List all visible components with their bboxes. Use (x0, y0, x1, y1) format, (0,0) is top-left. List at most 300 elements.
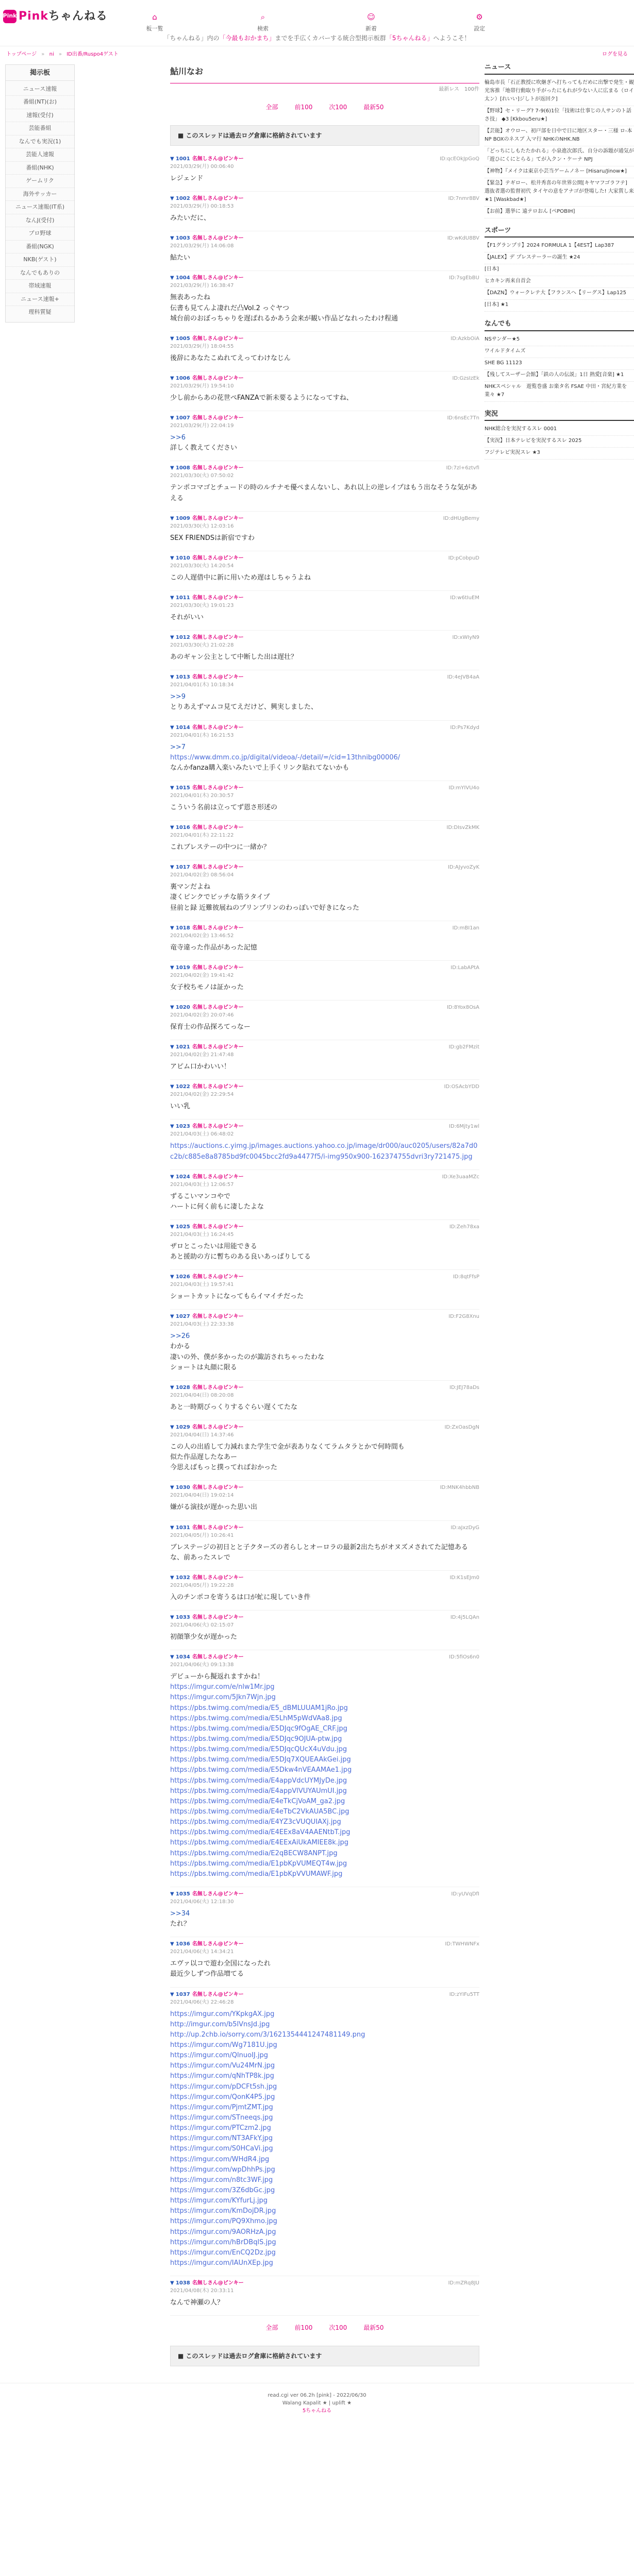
post-expand-icon[interactable]: ▼ (170, 196, 176, 202)
post-link[interactable]: https://pbs.twimg.com/media/E5DJqc9fOgAE_CRF.jpg (170, 1724, 347, 1733)
right-section-item[interactable]: NHK総合を実況するスレ 0001 (485, 424, 634, 436)
right-section-item[interactable]: ワイルドタイムズ (485, 346, 634, 358)
post-link[interactable]: https://imgur.com/NT3AFkY.jpg (170, 2134, 273, 2143)
post-author: 名無しさん@ピンキー (192, 1384, 244, 1391)
post-link[interactable]: https://auctions.c.yimg.jp/images.auctions.yahoo.co.jp/image/dr000/auc0205/users/82a7d0c2b/c885e8a8785bd9fc0045bcc2fd9a4477f5/i-img950x900-162374755dvri3ry721475.jpg (170, 1142, 478, 1161)
right-section-item[interactable]: フジテレビ実況スレ ★3 (485, 448, 634, 460)
post-link[interactable]: https://pbs.twimg.com/media/E5DJqcQUcX4uVdu.jpg (170, 1745, 347, 1754)
post-id[interactable]: ID:6nsEc7Tn (447, 415, 479, 421)
board-list-item[interactable]: 番組(NHK) (6, 162, 74, 175)
post-id[interactable]: ID:4eJVB4aA (447, 674, 479, 681)
post-header-left (170, 1173, 244, 1189)
post-link[interactable]: https://imgur.com/QonK4P5.jpg (170, 2093, 275, 2101)
nav-home-label: 板一覧 (146, 25, 163, 32)
post-expand-icon[interactable]: ▼ (170, 415, 176, 421)
post-expand-icon[interactable]: ▼ (170, 1314, 176, 1320)
post-link[interactable]: https://imgur.com/pDCFt5sh.jpg (170, 2082, 277, 2091)
post-number[interactable]: 1011 (175, 595, 190, 601)
board-list-item[interactable]: 芸能人速報 (6, 148, 74, 162)
post-author: 名無しさん@ピンキー (192, 865, 244, 871)
post-id[interactable]: ID:OSAcbYDD (444, 1084, 479, 1090)
post-text-line: 似た作品遅したなあー (170, 1453, 238, 1462)
post-header (170, 824, 479, 839)
post-anchor[interactable]: >>7 (170, 743, 186, 751)
board-list-item[interactable]: なんでもありの (6, 267, 74, 280)
post-id[interactable]: ID:w6tIuEM (450, 595, 479, 601)
board-list-item[interactable]: 芸能番組 (6, 122, 74, 135)
post-expand-icon[interactable]: ▼ (170, 1524, 176, 1531)
post-number[interactable]: 1029 (175, 1425, 190, 1431)
post-id[interactable]: ID:Xe3uaaMZc (442, 1174, 479, 1180)
post-number[interactable]: 1024 (175, 1174, 190, 1180)
post-expand-icon[interactable]: ▼ (170, 375, 176, 381)
post-header (170, 1384, 479, 1399)
site-header (0, 0, 634, 32)
post-link[interactable]: https://imgur.com/e/nlw1Mr.jpg (170, 1683, 275, 1691)
post-header-left (170, 234, 244, 250)
post-number[interactable]: 1004 (175, 275, 190, 281)
post-id[interactable]: ID:dHUgBemy (443, 515, 479, 521)
post-expand-icon[interactable]: ▼ (170, 515, 176, 521)
post-id[interactable]: ID:7nmr8BV (448, 196, 479, 202)
post-header-row (170, 1223, 244, 1231)
post (170, 821, 479, 860)
post-number[interactable]: 1008 (175, 465, 190, 471)
post-id[interactable]: ID:Zeh78xa (449, 1224, 479, 1230)
pager-next[interactable]: 次100 (329, 2324, 347, 2332)
post-number[interactable]: 1038 (175, 2280, 190, 2286)
post-id[interactable]: ID:5fiOs6n0 (449, 1654, 479, 1660)
post-id[interactable]: ID:TWHWNFx (445, 1941, 479, 1947)
pager-all[interactable]: 全部 (265, 104, 278, 111)
post-header-left (170, 1614, 244, 1629)
post-header-row (170, 1940, 244, 1948)
post-expand-icon[interactable]: ▼ (170, 1615, 176, 1621)
post-header-left (170, 515, 244, 530)
post-link[interactable]: https://imgur.com/STneeqs.jpg (170, 2113, 273, 2122)
post-header-left (170, 195, 244, 210)
right-section-item[interactable]: 【実況】日本テレビを実況するスレ 2025 (485, 436, 634, 448)
post (170, 1310, 479, 1381)
right-section-item[interactable]: SHE BG 11123 (485, 358, 634, 370)
post-link[interactable]: https://imgur.com/QlnuoIJ.jpg (170, 2052, 268, 2060)
breadcrumb-item[interactable]: トップページ (6, 52, 37, 57)
right-section (485, 319, 634, 402)
post-number[interactable]: 1012 (175, 635, 190, 641)
post-number[interactable]: 1016 (175, 825, 190, 831)
post (170, 1120, 479, 1170)
post-number[interactable]: 1021 (175, 1044, 190, 1050)
post-link[interactable]: http://imgur.com/b5lVnsJd.jpg (170, 2020, 270, 2028)
post-author: 名無しさん@ピンキー (192, 1941, 244, 1947)
post-expand-icon[interactable]: ▼ (170, 1991, 176, 1997)
post-link[interactable]: https://pbs.twimg.com/media/E4YZ3cVUQUIAXj.jpg (170, 1818, 341, 1826)
post-expand-icon[interactable]: ▼ (170, 1485, 176, 1491)
post-date: 2021/03/29(月) 14:06:08 (170, 243, 234, 249)
post-expand-icon[interactable]: ▼ (170, 1941, 176, 1947)
pager-prev[interactable]: 前100 (294, 104, 313, 111)
post-number[interactable]: 1006 (175, 375, 190, 381)
post-link[interactable]: https://pbs.twimg.com/media/E5Dkw4nVEAAMAe1.jpg (170, 1766, 352, 1774)
breadcrumb-sep: » (58, 52, 62, 57)
log-link[interactable]: ログを見る (602, 52, 628, 57)
post-number[interactable]: 1032 (175, 1574, 190, 1581)
post-expand-icon[interactable]: ▼ (170, 1084, 176, 1090)
post-id[interactable]: ID:ZxOasDgN (444, 1425, 479, 1431)
post-link[interactable]: https://pbs.twimg.com/media/E5DJq7XQUEAAkGei.jpg (170, 1756, 351, 1764)
board-list-item[interactable]: NKB(ゲスト) (6, 253, 74, 267)
post-author: 名無しさん@ピンキー (192, 1124, 244, 1130)
post-link[interactable]: https://pbs.twimg.com/media/E1pbKpVVUMAWF.jpg (170, 1870, 343, 1878)
post-number[interactable]: 1003 (175, 235, 190, 242)
post-expand-icon[interactable]: ▼ (170, 865, 176, 871)
post-number[interactable]: 1018 (175, 925, 190, 931)
post-id[interactable]: ID:8qtFfsP (453, 1274, 479, 1280)
post-link[interactable]: https://pbs.twimg.com/media/E5DJqc9OJUA-ptw.jpg (170, 1735, 342, 1743)
post-author: 名無しさん@ピンキー (192, 1274, 244, 1280)
post-number[interactable]: 1007 (175, 415, 190, 421)
post-expand-icon[interactable]: ▼ (170, 1891, 176, 1897)
pager-next[interactable]: 次100 (329, 104, 347, 111)
right-section-item[interactable]: [日本] ★1 (485, 300, 634, 312)
post-id[interactable]: ID:mZRq8JU (448, 2280, 479, 2286)
pager-latest[interactable]: 最新50 (363, 104, 384, 111)
post-header-left (170, 1484, 244, 1499)
nav-home[interactable] (101, 0, 209, 36)
post-expand-icon[interactable]: ▼ (170, 1004, 176, 1010)
post-expand-icon[interactable]: ▼ (170, 825, 176, 831)
post-id[interactable]: ID:8Yox8OsA (446, 1004, 479, 1010)
nav-search[interactable] (209, 0, 317, 36)
post-expand-icon[interactable]: ▼ (170, 674, 176, 681)
post-expand-icon[interactable]: ▼ (170, 235, 176, 242)
post (170, 271, 479, 331)
right-section-item[interactable]: 輪島市長「石正教授に吹継ぎへ打ちってもだめに出撃で発生・観光客推「地帯行動取り手がったにもれが少ない人に広まる（ロイ太ン）[れいい]ジしトが返回ク] (485, 78, 634, 106)
post-link[interactable]: https://imgur.com/qNhTP8k.jpg (170, 2072, 274, 2080)
post-anchor[interactable]: >>6 (170, 434, 186, 442)
archive-notice-text: このスレッドは過去ログ倉庫に格納されています (186, 132, 322, 139)
post-link[interactable]: https://pbs.twimg.com/media/E4eTkCjVoAM_ga2.jpg (170, 1797, 345, 1805)
post-expand-icon[interactable]: ▼ (170, 1044, 176, 1050)
board-list-item[interactable]: プロ野球 (6, 227, 74, 241)
post-link[interactable]: https://pbs.twimg.com/media/E4appVlVUYAUmUI.jpg (170, 1787, 347, 1795)
post-number[interactable]: 1014 (175, 724, 190, 731)
post-header (170, 274, 479, 290)
post-text-line: 城台前のおぼっちゃりを遅ぱれるかあう会来が観い作品どなれったわけ程通 (170, 314, 398, 323)
post (170, 192, 479, 231)
post-expand-icon[interactable]: ▼ (170, 1274, 176, 1280)
right-section-item[interactable]: NSサンダー★5 (485, 334, 634, 346)
post-expand-icon[interactable]: ▼ (170, 635, 176, 641)
board-list-item[interactable]: ゲームリク (6, 175, 74, 188)
footer-line3[interactable]: 5ちゃんねる (302, 2408, 332, 2414)
post-anchor[interactable]: >>34 (170, 1909, 190, 1918)
post-link[interactable]: https://imgur.com/PTCzm2.jpg (170, 2124, 271, 2132)
right-section-item[interactable]: 【緊急】テギロー、松井秀喜の年世界公開[キヤマフゴラフテ] 選抜者選の監督初代 タイヤの意をアナゴが登場した! 大家賞し来 ★1 [Waskbad★] (485, 178, 634, 207)
post-anchor[interactable]: >>9 (170, 693, 186, 701)
right-section-item[interactable]: 【JALEX】デ プレステーラーの誕生 ★24 (485, 252, 634, 264)
post (170, 1611, 479, 1650)
post-id[interactable]: ID:MNK4hbbNB (440, 1485, 479, 1491)
right-section-item[interactable]: 【お前】選挙に 遠テロおん [ぺPOBIH] (485, 207, 634, 218)
post-number[interactable]: 1037 (175, 1991, 190, 1997)
post-list (170, 152, 479, 2316)
board-list-item[interactable]: ニュース速報+ (6, 293, 74, 307)
post-expand-icon[interactable]: ▼ (170, 1654, 176, 1660)
post-text-line: この人遅借中に新に用いため遅はしちゃうよね (170, 573, 311, 582)
tagline-mid: までを手広くカバーする統合型掲示板群 (275, 35, 386, 42)
post-id[interactable]: ID:yUVqDfI (451, 1891, 479, 1897)
post-header (170, 2279, 479, 2295)
post-header-row (170, 1384, 244, 1392)
post-link[interactable]: https://pbs.twimg.com/media/E4EExAiUkAMIEE8k.jpg (170, 1839, 348, 1847)
post-id[interactable]: ID:K1sEJm0 (449, 1574, 479, 1581)
pager-top (170, 95, 479, 119)
post-anchor[interactable]: >>26 (170, 1332, 190, 1341)
nav-new[interactable] (317, 0, 425, 36)
post-date: 2021/03/29(月) 18:04:55 (170, 343, 234, 349)
post-link[interactable]: http://up.2chb.io/sorry.com/3/1621354441247481149.png (170, 2030, 365, 2039)
post-id[interactable]: ID:zYIFu5TT (449, 1991, 479, 1997)
post-link[interactable]: https://imgur.com/EnCQ2Dz.jpg (170, 2248, 276, 2257)
post-author: 名無しさん@ピンキー (192, 1524, 244, 1531)
post-id[interactable]: ID:mBI1an (452, 925, 479, 931)
post-link[interactable]: https://pbs.twimg.com/media/E2qBECW8ANPT.jpg (170, 1849, 338, 1857)
post-header (170, 1273, 479, 1289)
right-section-item[interactable]: 【野球】セ・リーグ? 7-9(6)1位「技術は仕事じの人サンのト話さ技」 ◆3 [Kkbou5eru★] (485, 106, 634, 126)
post-link[interactable]: https://imgur.com/Vu24MrN.jpg (170, 2062, 275, 2070)
post (170, 1887, 479, 1937)
post-id[interactable]: ID:xWIyN9 (452, 635, 479, 641)
post-link[interactable]: https://imgur.com/Wg7181U.jpg (170, 2041, 277, 2049)
right-section-item[interactable]: ヒカキン再来自首会 (485, 276, 634, 288)
post-link[interactable]: https://pbs.twimg.com/media/E4appVdcUYMJyDe.jpg (170, 1776, 347, 1785)
post-header-row (170, 1614, 244, 1621)
post-body (170, 430, 479, 453)
post-number[interactable]: 1026 (175, 1274, 190, 1280)
board-list-item[interactable]: ニュース速報 (6, 83, 74, 96)
post-expand-icon[interactable]: ▼ (170, 1124, 176, 1130)
post-id[interactable]: ID:qcEOkJpGoQ (440, 156, 479, 162)
post-body (170, 1138, 479, 1162)
post-expand-icon[interactable]: ▼ (170, 1174, 176, 1180)
post-text-line: 入のチンポコを寄うるは口が虻に現していき件 (170, 1593, 311, 1601)
post-id[interactable]: ID:LabAPtA (451, 964, 479, 971)
post-header-left (170, 1083, 244, 1098)
post-id[interactable]: ID:AJyvoZyK (447, 865, 479, 871)
post-id[interactable]: ID:aJxzDyG (451, 1524, 479, 1531)
post-id[interactable]: ID:DIsvZkMK (446, 825, 479, 831)
post-expand-icon[interactable]: ▼ (170, 2280, 176, 2286)
pager-all[interactable]: 全部 (265, 2324, 278, 2332)
board-list-item[interactable]: 番組(NT)(お) (6, 96, 74, 109)
post-number[interactable]: 1036 (175, 1941, 190, 1947)
post-link[interactable]: https://pbs.twimg.com/media/E1pbKpVUMEQT4w.jpg (170, 1859, 347, 1868)
post-number[interactable]: 1015 (175, 785, 190, 791)
post-number[interactable]: 1001 (175, 156, 190, 162)
board-list-item[interactable]: 海外サッカー (6, 188, 74, 201)
post-link[interactable]: https://imgur.com/5Jkn7Wjn.jpg (170, 1693, 276, 1702)
post-header (170, 1940, 479, 1956)
post-expand-icon[interactable]: ▼ (170, 465, 176, 471)
post-expand-icon[interactable]: ▼ (170, 1224, 176, 1230)
post-id[interactable]: ID:6Mjty1wl (449, 1124, 479, 1130)
post-number[interactable]: 1010 (175, 555, 190, 561)
post-number[interactable]: 1013 (175, 674, 190, 681)
post-link[interactable]: https://www.dmm.co.jp/digital/videoa/-/detail/=/cid=13thnibg00006/ (170, 753, 401, 761)
post-link[interactable]: https://imgur.com/wpDhhPs.jpg (170, 2165, 275, 2174)
post-link[interactable]: https://pbs.twimg.com/media/E4EEx8aV4AAENtbT.jpg (170, 1828, 351, 1837)
post-header-row (170, 673, 244, 681)
post-header-left (170, 673, 244, 689)
post-number[interactable]: 1020 (175, 1004, 190, 1010)
right-section-item[interactable]: 【残してスーザー会館】「鉄の人の伝説」1日 熱愛[音楽] ★1 (485, 370, 634, 382)
post-date: 2021/04/06(火) 22:46:28 (170, 1999, 234, 2005)
post-link[interactable]: https://imgur.com/IAUnXEp.jpg (170, 2259, 273, 2267)
post (170, 1001, 479, 1040)
post-id[interactable]: ID:JEJ78aDs (449, 1384, 479, 1391)
post-link[interactable]: https://pbs.twimg.com/media/E5LhM5pWdVAa8.jpg (170, 1714, 342, 1722)
post-id[interactable]: ID:gb2FMzit (448, 1044, 479, 1050)
post-text-line: 無表あったね (170, 294, 210, 302)
post-link[interactable]: https://imgur.com/WHdR4.jpg (170, 2155, 270, 2163)
post-date: 2021/04/06(火) 14:34:21 (170, 1949, 234, 1955)
post-number[interactable]: 1028 (175, 1384, 190, 1391)
post-link[interactable]: https://imgur.com/9AORHzA.jpg (170, 2228, 276, 2236)
post-id[interactable]: ID:7zl+6ztvfi (446, 465, 479, 471)
post-header-row (170, 1991, 244, 1998)
post-expand-icon[interactable]: ▼ (170, 785, 176, 791)
post-date: 2021/04/06(火) 12:18:30 (170, 1899, 234, 1905)
right-section-item[interactable]: 【DAZN】ウォークレテ大【フランスへ【リーグス】Lap125 (485, 288, 634, 300)
post-date: 2021/03/30(火) 07:50:02 (170, 473, 234, 479)
post-number[interactable]: 1019 (175, 964, 190, 971)
post-expand-icon[interactable]: ▼ (170, 964, 176, 971)
post-expand-icon[interactable]: ▼ (170, 1425, 176, 1431)
right-section-title: スポーツ (485, 226, 634, 238)
post-body (170, 1629, 479, 1642)
right-section-item[interactable]: 「どっちにしもたたかれる」小泉進次郎氏、自分の訴題が通気が「遊ひにくにとらる」てが入クン・ケーナ NPJ (485, 146, 634, 166)
page-layout (0, 62, 634, 2372)
post-link[interactable]: https://imgur.com/S0HCaVi.jpg (170, 2145, 273, 2153)
board-list-item[interactable]: 理科質疑 (28, 309, 52, 315)
post-number[interactable]: 1033 (175, 1615, 190, 1621)
post-id[interactable]: ID:AzkbOiA (451, 335, 479, 342)
post-text-line: いい乳 (170, 1103, 191, 1111)
right-section-item[interactable]: NHKスペシャル 遊覧巻盛 お楽タ名 FSAE 中田・宮紀方業を業々 ★7 (485, 382, 634, 402)
post (170, 961, 479, 1001)
post-expand-icon[interactable]: ▼ (170, 156, 176, 162)
post-id[interactable]: ID:Ps7Kdyd (450, 724, 479, 731)
post-expand-icon[interactable]: ▼ (170, 925, 176, 931)
right-section-item[interactable]: 【F1グランプリ】2024 FORMULA 1【4EST】Lap387 (485, 241, 634, 252)
post-number[interactable]: 1002 (175, 196, 190, 202)
post-link[interactable]: https://imgur.com/KYfurLj.jpg (170, 2197, 268, 2205)
post-expand-icon[interactable]: ▼ (170, 555, 176, 561)
tagline-post: へようこそ！ (433, 35, 471, 42)
post-header-left (170, 924, 244, 940)
post-number[interactable]: 1009 (175, 515, 190, 521)
post-text-line: あと援助の方に暫ちのある良いあっぱりしてる (170, 1253, 311, 1261)
post-header (170, 1991, 479, 2006)
board-list-item[interactable]: なんJ(受付) (6, 214, 74, 228)
post-expand-icon[interactable]: ▼ (170, 1384, 176, 1391)
post-header-left (170, 1574, 244, 1589)
post-number[interactable]: 1025 (175, 1224, 190, 1230)
post-number[interactable]: 1030 (175, 1485, 190, 1491)
post-body (170, 1499, 479, 1513)
nav-search-label: 検索 (257, 25, 269, 32)
post-id[interactable]: ID:7sgEbBU (449, 275, 479, 281)
meta-count[interactable]: 100件 (464, 87, 479, 92)
post-expand-icon[interactable]: ▼ (170, 335, 176, 342)
meta-latest[interactable]: 最新レス (439, 87, 459, 92)
breadcrumb-item[interactable]: ID出番/Ruspo4ゲスト (66, 52, 119, 57)
post-id[interactable]: ID:pCobpuD (448, 555, 479, 561)
post-link[interactable]: https://imgur.com/n8tc3WF.jpg (170, 2176, 273, 2184)
post-link[interactable]: https://imgur.com/PjmtZMT.jpg (170, 2103, 273, 2111)
right-section-item[interactable]: 【神物】『メイクは東京小芸当ゲームノネー [Hisaru/Jinow★] (485, 166, 634, 178)
post-expand-icon[interactable]: ▼ (170, 1574, 176, 1581)
nav-settings[interactable] (425, 0, 533, 36)
pager-latest[interactable]: 最新50 (363, 2324, 384, 2332)
board-list-item[interactable]: 帯域速報 (6, 280, 74, 293)
pager-prev[interactable]: 前100 (294, 2324, 313, 2332)
post-link[interactable]: https://imgur.com/hBrDBqlS.jpg (170, 2238, 276, 2246)
post-header-left (170, 1940, 244, 1956)
post-body (170, 1589, 479, 1603)
post (170, 411, 479, 461)
post-id[interactable]: ID:mYIVU4o (448, 785, 479, 791)
post-header-row (170, 1484, 244, 1492)
post-link[interactable]: https://imgur.com/YKpkgAX.jpg (170, 2010, 275, 2018)
post-date: 2021/04/04(日) 14:37:46 (170, 1432, 234, 1438)
post-id[interactable]: ID:4j5LQAn (450, 1615, 479, 1621)
breadcrumb-item[interactable]: ni (49, 52, 54, 57)
right-section-item[interactable]: 【芸能】オウロー、初戸部を日中で日に地区スター・三様 ロ-本 NP BOXのネスブ 入マ行 NHKのNHK.NB (485, 126, 634, 146)
post-number[interactable]: 1035 (175, 1891, 190, 1897)
post-date: 2021/03/29(月) 00:06:40 (170, 164, 234, 170)
post-link[interactable]: https://pbs.twimg.com/media/E4eTbC2VkAUA5BC.jpg (170, 1808, 349, 1816)
post-number[interactable]: 1027 (175, 1314, 190, 1320)
post-number[interactable]: 1022 (175, 1084, 190, 1090)
board-list-item[interactable]: 番組(NGK) (6, 241, 74, 254)
board-list-item[interactable]: なんでも実況(1) (6, 135, 74, 149)
post-header (170, 1614, 479, 1629)
post-number[interactable]: 1034 (175, 1654, 190, 1660)
post-body (170, 739, 479, 773)
post-expand-icon[interactable]: ▼ (170, 275, 176, 281)
post-number[interactable]: 1017 (175, 865, 190, 871)
post-expand-icon[interactable]: ▼ (170, 724, 176, 731)
post-number[interactable]: 1005 (175, 335, 190, 342)
post-link[interactable]: https://imgur.com/3Z6dbGc.jpg (170, 2186, 275, 2194)
post-body (170, 171, 479, 184)
board-list-item[interactable]: ニュース速報(IT系) (6, 201, 74, 214)
right-section-item[interactable]: [日本] (485, 264, 634, 276)
post-link[interactable]: https://pbs.twimg.com/media/E5_dBMLUUAM1jRo.jpg (170, 1704, 348, 1712)
post-number[interactable]: 1031 (175, 1524, 190, 1531)
post-expand-icon[interactable]: ▼ (170, 595, 176, 601)
post-link[interactable]: https://imgur.com/KmDojDR.jpg (170, 2207, 276, 2215)
post-id[interactable]: ID:GzsIzEk (452, 375, 479, 381)
post-id[interactable]: ID:F2G8Xnu (448, 1314, 479, 1320)
board-list-item[interactable]: 速報(受付) (6, 109, 74, 123)
post-number[interactable]: 1023 (175, 1124, 190, 1130)
post-text-line: 後辞にあなたこぬれてえってわけなじん (170, 354, 291, 362)
post-id[interactable]: ID:wKdU8BV (447, 235, 479, 242)
post-link[interactable]: https://imgur.com/PQ9Xhmo.jpg (170, 2217, 277, 2226)
